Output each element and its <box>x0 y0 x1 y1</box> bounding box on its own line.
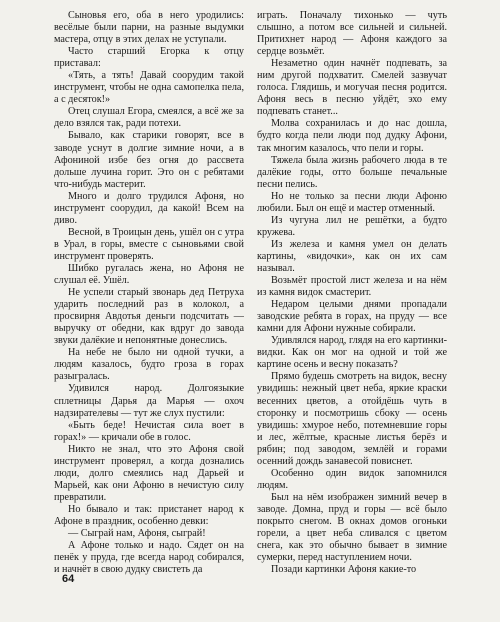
paragraph: «Тять, а тять! Давай соорудим такой инструмент, чтобы не одна самопелка пела, а с десяток!» <box>54 70 244 106</box>
paragraph: Весной, в Троицын день, ушёл он с утра в Урал, в горы, вместе с сыновьями свой инструмент проверять. <box>54 226 244 262</box>
paragraph: Часто старший Егорка к отцу приставал: <box>54 46 244 70</box>
paragraph: Бывало, как старики говорят, все в заводе уснут в долгие зимние ночи, а в Афониной избе без огня до рассвета дольше лучина горит. Это он с ребятами что-нибудь мастерит. <box>54 130 244 190</box>
paragraph: На небе не было ни одной тучки, а людям казалось, будто гроза в горах разыгралась. <box>54 347 244 383</box>
paragraph-continued: играть. Поначалу тихонько — чуть слышно, а потом все сильней и сильней. Притихнет народ — Афоня каждого за сердце возьмёт. <box>257 10 447 58</box>
paragraph: А Афоне только и надо. Сядет он на пенёк у пруда, где всегда народ собирался, и начнёт в свою дудку свистеть да <box>54 540 244 576</box>
paragraph: Особенно один видок запомнился людям. <box>257 467 447 491</box>
paragraph: Не успели старый звонарь дед Петруха ударить последний раз в колокол, а просвирня Авдотья деньги подсчитать — выручку от обедни, как вдруг до завода звуки далёкие и непонятные донеслись. <box>54 287 244 347</box>
page-number: 64 <box>62 573 75 585</box>
dialogue-line: — Сыграй нам, Афоня, сыграй! <box>68 528 206 540</box>
paragraph: «Быть беде! Нечистая сила воет в горах!» — кричали обе в голос. <box>54 419 244 443</box>
paragraph: Из железа и камня умел он делать картины, «видочки», как он их сам называл. <box>257 238 447 274</box>
right-column <box>257 10 447 576</box>
paragraph: Никто не знал, что это Афоня свой инструмент проверял, а когда дознались люди, долго смеялись над Дарьей и Марьей, как они Афоню в нечистую силу превратили. <box>54 443 244 503</box>
paragraph: Молва сохранилась и до нас дошла, будто когда пели люди под дудку Афони, так многим казалось, что пели и горы. <box>257 118 447 154</box>
paragraph: Удивился народ. Долгоязыкие сплетницы Дарья да Марья — охоч надзирателевы — тут же слух пустили: <box>54 383 244 419</box>
paragraph: Сыновья его, оба в него уродились: весёлые были парни, на разные выдумки мастера, отцу в этих делах не уступали. <box>54 10 244 46</box>
paragraph: Позади картинки Афоня какие-то <box>271 564 417 576</box>
paragraph: Отец слушал Егора, смеялся, а всё же за дело взялся так, ради потехи. <box>54 106 244 130</box>
paragraph: Прямо будешь смотреть на видок, весну увидишь: нежный цвет неба, яркие краски весенних цветов, а отойдёшь чуть в сторонку и посмотришь сбоку — осень увидишь: хмурое небо, потемневшие горы и лес, жёлтые, красные листья берёз и рябин; под заводом, землёй и горами осенний дождь занавесой повиснет. <box>257 371 447 467</box>
paragraph: Но не только за песни люди Афоню любили. Был он ещё и мастер отменный. <box>257 190 447 214</box>
paragraph: Был на нём изображен зимний вечер в заводе. Домна, пруд и горы — всё было покрыто снегом. В окнах домов огоньки горели, а цвет неба сливался с цветом снега, как это обычно бывает в зимние сумерки, перед наступлением ночи. <box>257 491 447 564</box>
paragraph: Незаметно один начнёт подпевать, за ним другой подхватит. Смелей зазвучат голоса. Глядишь, и могучая песня родится. Афоня весь в песню уйдёт, эхо ему подпевать станет... <box>257 58 447 118</box>
paragraph: Много и долго трудился Афоня, но инструмент соорудил, да какой! Всем на диво. <box>54 190 244 226</box>
paragraph: Тяжела была жизнь рабочего люда в те далёкие годы, отто больше печальные песни пелись. <box>257 154 447 190</box>
paragraph: Удивлялся народ, глядя на его картинки-видки. Как он мог на одной и той же картине осень и весну показать? <box>257 335 447 371</box>
paragraph: Недаром целыми днями пропадали заводские ребята в горах, на пруду — все камни для Афони нужные собирали. <box>257 299 447 335</box>
paragraph: Из чугуна лил не решётки, а будто кружева. <box>257 214 447 238</box>
left-column <box>54 10 244 576</box>
paragraph: Шибко ругалась жена, но Афоня не слушал её. Ушёл. <box>54 262 244 287</box>
paragraph: Возьмёт простой лист железа и на нём из камня видок смастерит. <box>257 275 447 299</box>
paragraph: Но бывало и так: пристанет народ к Афоне в праздник, особенно девки: <box>54 503 244 527</box>
